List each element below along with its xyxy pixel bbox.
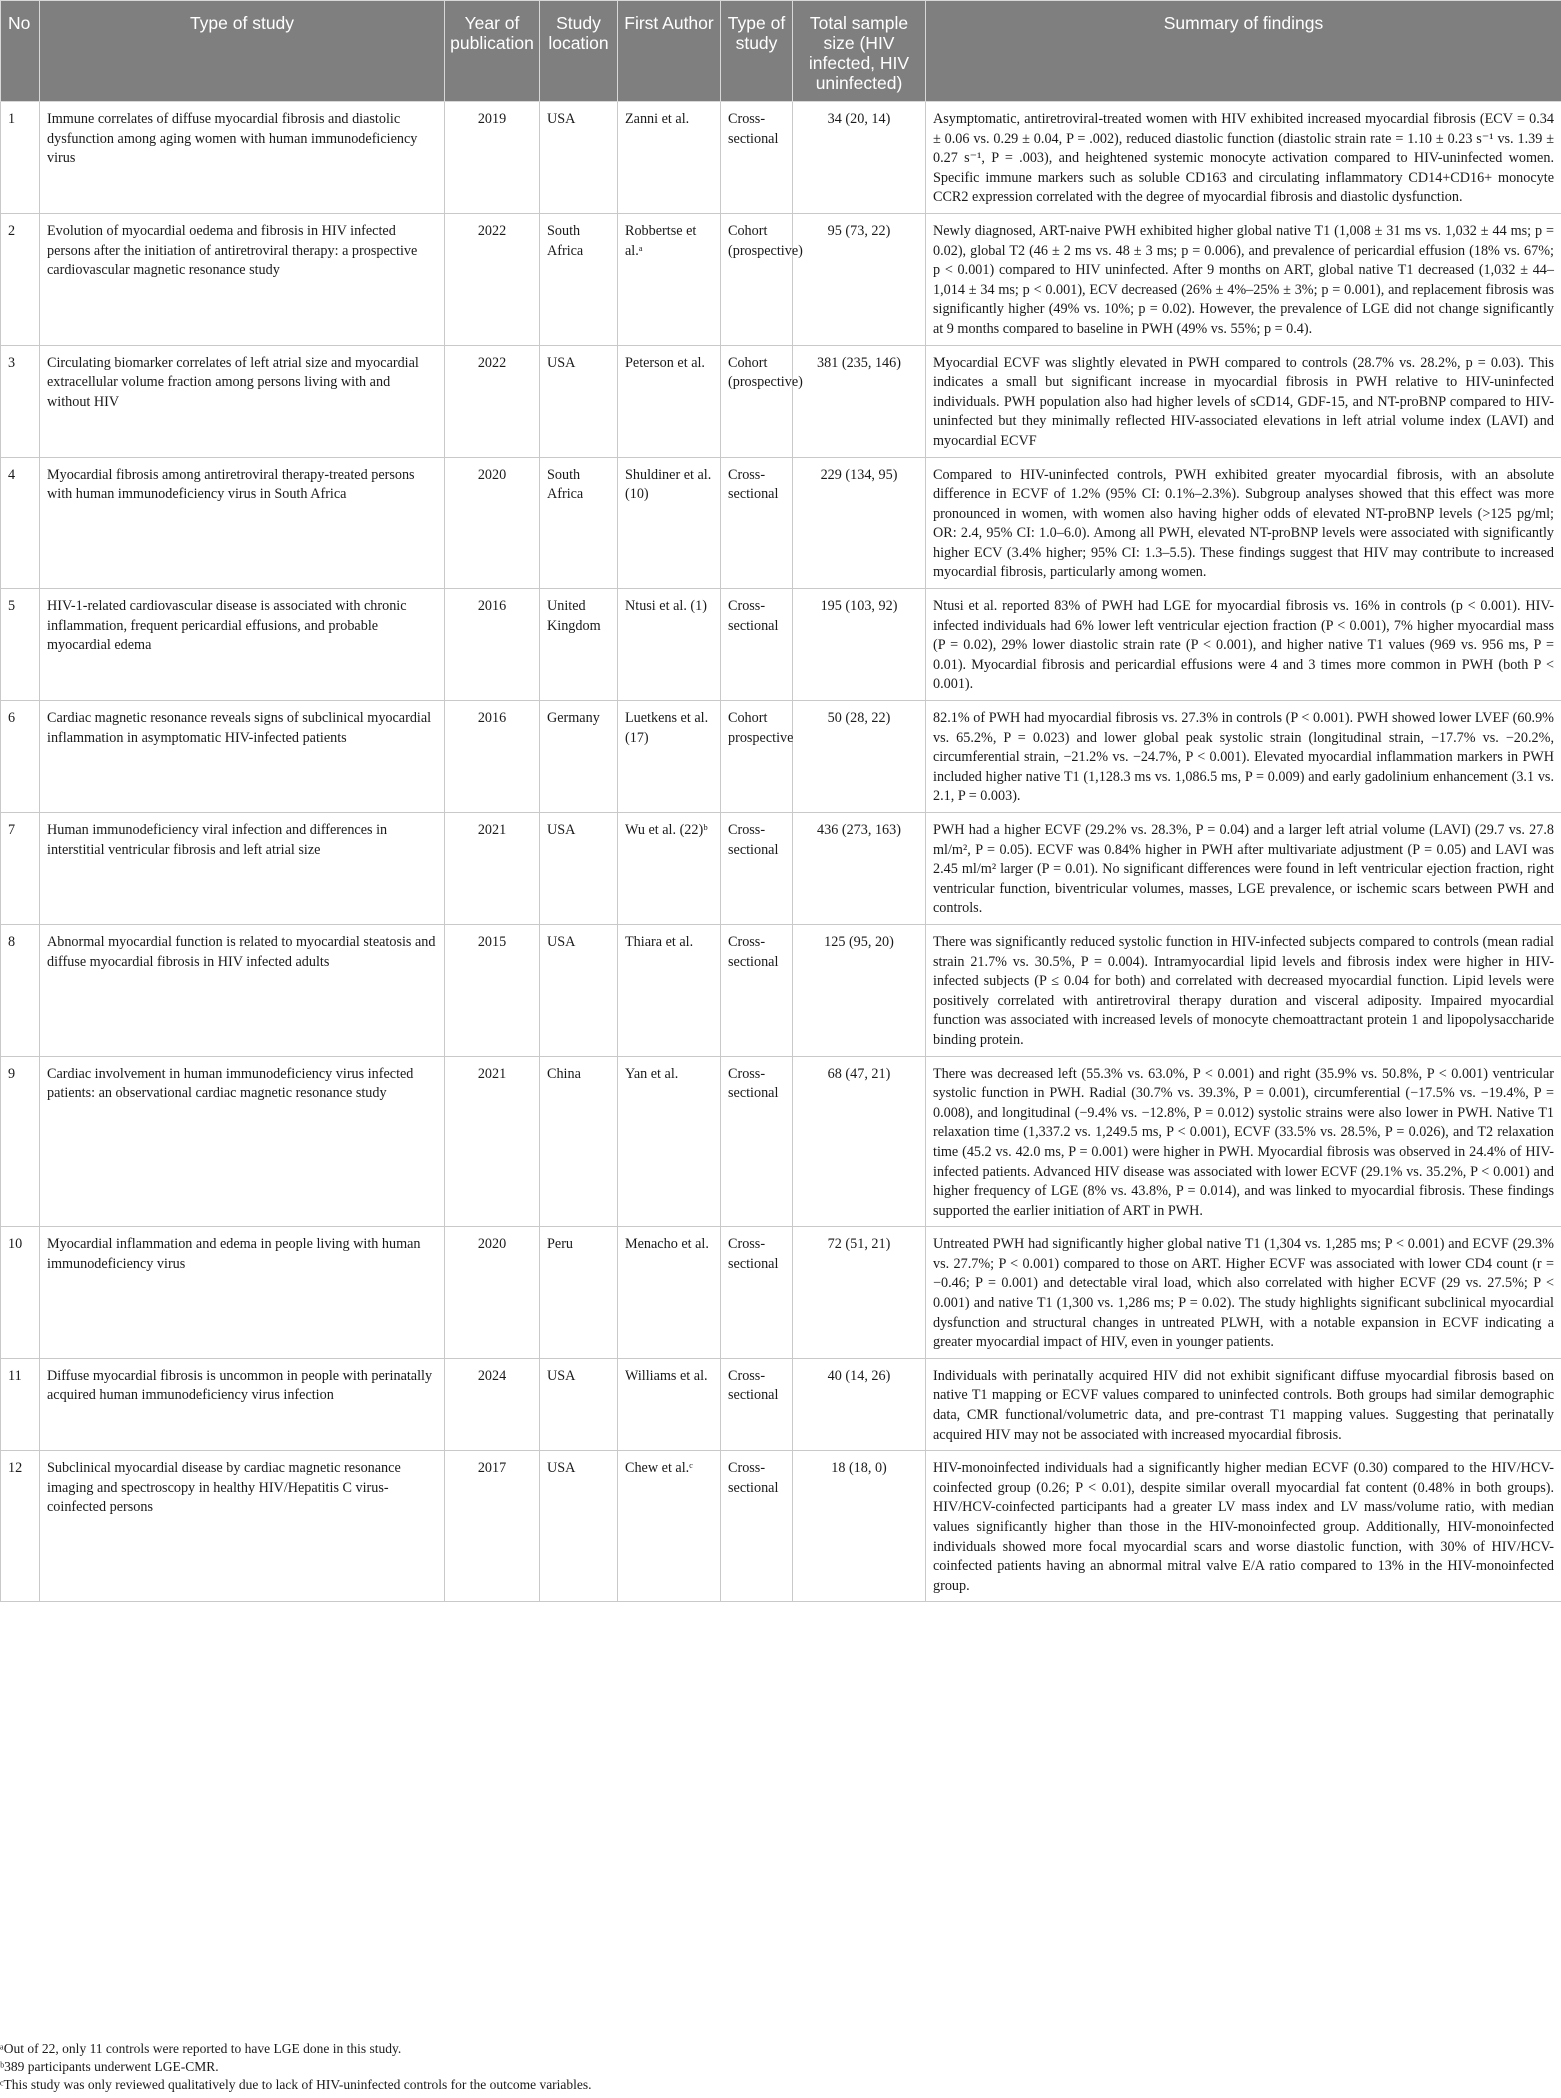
cell-year: 2020 [445, 1227, 540, 1359]
cell-no: 3 [1, 345, 40, 457]
cell-summary: Untreated PWH had significantly higher global native T1 (1,304 vs. 1,285 ms; P < 0.001) and ECVF (29.3% vs. 27.7%; P < 0.001) compared to those on ART. Higher ECVF was associated with lower CD4 count (r = −0.46; P = 0.001) and detectable viral load, which also correlated with higher ECVF (29 vs. 27.5%; P < 0.001) and native T1 (1,300 vs. 1,286 ms; P = 0.02). The study highlights significant subclinical myocardial dysfunction and structural changes in untreated PLWH, with a notable expansion in ECVF indicating a greater myocardial impact of HIV, even in younger patients. [926, 1227, 1561, 1359]
cell-summary: Compared to HIV-uninfected controls, PWH exhibited greater myocardial fibrosis, with an absolute difference in ECVF of 1.2% (95% CI: 0.1%–2.3%). Subgroup analyses showed that this effect was more pronounced in women, with women also having higher odds of elevated NT-proBNP levels (>125 pg/ml; OR: 2.4, 95% CI: 1.0–6.0). Among all PWH, elevated NT-proBNP levels were associated with significantly higher ECV (3.4% higher; 95% CI: 1.3–5.5). These findings suggest that HIV may contribute to increased myocardial fibrosis, particularly among women. [926, 457, 1561, 589]
cell-location: Peru [540, 1227, 618, 1359]
cell-sample: 68 (47, 21) [793, 1056, 926, 1227]
cell-location: USA [540, 1451, 618, 1602]
cell-design: Cohort (prospective) [721, 345, 793, 457]
table-row [1, 589, 1561, 701]
cell-author: Robbertse et al.ᵃ [618, 213, 721, 345]
table-row [1, 1451, 1561, 1602]
cell-sample: 95 (73, 22) [793, 213, 926, 345]
cell-author: Luetkens et al. (17) [618, 701, 721, 813]
cell-sample: 195 (103, 92) [793, 589, 926, 701]
table-row [1, 924, 1561, 1056]
header-location: Study location [540, 1, 618, 102]
cell-design: Cross-sectional [721, 1227, 793, 1359]
cell-title: Myocardial fibrosis among antiretroviral therapy-treated persons with human immunodeficiency virus in South Africa [40, 457, 445, 589]
cell-no: 1 [1, 102, 40, 214]
cell-location: China [540, 1056, 618, 1227]
cell-summary: HIV-monoinfected individuals had a significantly higher median ECVF (0.30) compared to the HIV/HCV-coinfected group (0.26; P < 0.01), despite similar overall myocardial fat content (0.48% in both groups). HIV/HCV-coinfected participants had a greater LV mass index and LV mass/volume ratio, with median values significantly higher than those in the HIV-monoinfected group. Additionally, HIV-monoinfected individuals showed more focal myocardial scars and worse diastolic function, with 30% of HIV/HCV-coinfected patients having an abnormal mitral valve E/A ratio compared to 13% in the HIV-monoinfected group. [926, 1451, 1561, 1602]
footnotes [0, 2040, 1561, 2094]
cell-author: Ntusi et al. (1) [618, 589, 721, 701]
cell-design: Cross-sectional [721, 1358, 793, 1450]
cell-location: USA [540, 813, 618, 925]
cell-design: Cross-sectional [721, 1056, 793, 1227]
cell-summary: PWH had a higher ECVF (29.2% vs. 28.3%, P = 0.04) and a larger left atrial volume (LAVI) (29.7 vs. 27.8 ml/m², P = 0.05). ECVF was 0.84% higher in PWH after multivariate adjustment (P = 0.05) and LAVI was 2.45 ml/m² larger (P = 0.01). No significant differences were found in left ventricular ejection fraction, right ventricular function, biventricular volumes, masses, LGE prevalence, or ischemic scars between PWH and controls. [926, 813, 1561, 925]
cell-sample: 34 (20, 14) [793, 102, 926, 214]
cell-summary: Asymptomatic, antiretroviral-treated women with HIV exhibited increased myocardial fibrosis (ECV = 0.34 ± 0.06 vs. 0.29 ± 0.04, P = .002), reduced diastolic function (diastolic strain rate = 1.10 ± 0.23 s⁻¹ vs. 1.39 ± 0.27 s⁻¹, P = .003), and heightened systemic monocyte activation compared to HIV-uninfected women. Specific immune markers such as soluble CD163 and circulating inflammatory CD14+CD16+ monocyte CCR2 expression correlated with the degree of myocardial fibrosis and diastolic dysfunction. [926, 102, 1561, 214]
cell-year: 2019 [445, 102, 540, 214]
cell-author: Thiara et al. [618, 924, 721, 1056]
cell-author: Yan et al. [618, 1056, 721, 1227]
table-row [1, 457, 1561, 589]
header-year: Year of publication [445, 1, 540, 102]
cell-no: 12 [1, 1451, 40, 1602]
cell-author: Peterson et al. [618, 345, 721, 457]
cell-location: South Africa [540, 213, 618, 345]
header-row [1, 1, 1561, 102]
cell-summary: There was decreased left (55.3% vs. 63.0%, P < 0.001) and right (35.9% vs. 50.8%, P < 0.001) ventricular systolic function in PWH. Radial (30.7% vs. 39.3%, P = 0.001), circumferential (−17.5% vs. −19.4%, P = 0.008), and longitudinal (−9.4% vs. −12.8%, P = 0.012) systolic strains were also lower in PWH. Native T1 relaxation time (1,337.2 vs. 1,249.5 ms, P < 0.001), ECVF (33.5% vs. 28.5%, P = 0.026), and T2 relaxation time (45.2 vs. 42.0 ms, P = 0.001) were higher in PWH. Myocardial fibrosis was observed in 24.4% of HIV-infected patients. Advanced HIV disease was associated with lower ECVF (29.1% vs. 35.2%, P < 0.001) and higher frequency of LGE (8% vs. 43.8%, P = 0.014), and was linked to myocardial fibrosis. These findings supported the earlier initiation of ART in PWH. [926, 1056, 1561, 1227]
cell-author: Williams et al. [618, 1358, 721, 1450]
cell-no: 2 [1, 213, 40, 345]
cell-sample: 381 (235, 146) [793, 345, 926, 457]
cell-title: Cardiac involvement in human immunodeficiency virus infected patients: an observational cardiac magnetic resonance study [40, 1056, 445, 1227]
cell-title: Myocardial inflammation and edema in people living with human immunodeficiency virus [40, 1227, 445, 1359]
cell-location: USA [540, 102, 618, 214]
header-author: First Author [618, 1, 721, 102]
cell-design: Cross-sectional [721, 457, 793, 589]
cell-title: Circulating biomarker correlates of left atrial size and myocardial extracellular volume fraction among persons living with and without HIV [40, 345, 445, 457]
cell-year: 2021 [445, 1056, 540, 1227]
cell-year: 2020 [445, 457, 540, 589]
table-row [1, 102, 1561, 214]
cell-location: USA [540, 345, 618, 457]
cell-summary: There was significantly reduced systolic function in HIV-infected subjects compared to controls (mean radial strain 21.7% vs. 30.5%, P = 0.004). Intramyocardial lipid levels and fibrosis index were higher in HIV-infected subjects (P ≤ 0.04 for both) and correlated with decreased myocardial function. Lipid levels were positively correlated with antiretroviral therapy duration and visceral adiposity. Impaired myocardial function was associated with increased levels of monocyte chemoattractant protein 1 and lipopolysaccharide binding protein. [926, 924, 1561, 1056]
cell-title: Abnormal myocardial function is related to myocardial steatosis and diffuse myocardial fibrosis in HIV infected adults [40, 924, 445, 1056]
cell-year: 2021 [445, 813, 540, 925]
cell-location: United Kingdom [540, 589, 618, 701]
cell-location: USA [540, 924, 618, 1056]
table-row [1, 213, 1561, 345]
cell-location: Germany [540, 701, 618, 813]
table-row [1, 345, 1561, 457]
cell-design: Cross-sectional [721, 102, 793, 214]
cell-location: USA [540, 1358, 618, 1450]
table-row [1, 1056, 1561, 1227]
cell-title: Cardiac magnetic resonance reveals signs of subclinical myocardial inflammation in asymptomatic HIV-infected patients [40, 701, 445, 813]
cell-title: Evolution of myocardial oedema and fibrosis in HIV infected persons after the initiation of antiretroviral therapy: a prospective cardiovascular magnetic resonance study [40, 213, 445, 345]
cell-author: Menacho et al. [618, 1227, 721, 1359]
cell-summary: Individuals with perinatally acquired HIV did not exhibit significant diffuse myocardial fibrosis based on native T1 mapping or ECVF values compared to uninfected controls. Both groups had similar demographic data, CMR functional/volumetric data, and pre-contrast T1 mapping values. Suggesting that perinatally acquired HIV may not be associated with increased myocardial fibrosis. [926, 1358, 1561, 1450]
cell-year: 2016 [445, 701, 540, 813]
cell-design: Cross-sectional [721, 813, 793, 925]
cell-title: Immune correlates of diffuse myocardial fibrosis and diastolic dysfunction among aging women with human immunodeficiency virus [40, 102, 445, 214]
header-title: Type of study [40, 1, 445, 102]
cell-location: South Africa [540, 457, 618, 589]
cell-summary: 82.1% of PWH had myocardial fibrosis vs. 27.3% in controls (P < 0.001). PWH showed lower LVEF (60.9% vs. 65.2%, P = 0.023) and lower global peak systolic strain (longitudinal strain, −17.7% vs. −20.2%, circumferential strain, −21.2% vs. −24.7%, P < 0.001). Elevated myocardial inflammation markers in PWH included higher native T1 (1,128.3 ms vs. 1,086.5 ms, P = 0.009) and early gadolinium enhancement (3.1 vs. 2.1, P = 0.003). [926, 701, 1561, 813]
cell-design: Cohort (prospective) [721, 213, 793, 345]
cell-design: Cross-sectional [721, 1451, 793, 1602]
cell-author: Shuldiner et al. (10) [618, 457, 721, 589]
footnote-c: ᶜThis study was only reviewed qualitatively due to lack of HIV-uninfected controls for the outcome variables. [0, 2077, 592, 2092]
cell-sample: 125 (95, 20) [793, 924, 926, 1056]
cell-title: HIV-1-related cardiovascular disease is associated with chronic inflammation, frequent pericardial effusions, and probable myocardial edema [40, 589, 445, 701]
cell-no: 5 [1, 589, 40, 701]
cell-summary: Myocardial ECVF was slightly elevated in PWH compared to controls (28.7% vs. 28.2%, p = 0.03). This indicates a small but significant increase in myocardial fibrosis in PWH relative to HIV-uninfected individuals. PWH population also had higher levels of sCD14, GDF-15, and NT-proBNP compared to HIV-uninfected but they minimally reflected HIV-associated elevations in left atrial volume index (LAVI) and myocardial ECVF [926, 345, 1561, 457]
cell-year: 2022 [445, 213, 540, 345]
cell-no: 8 [1, 924, 40, 1056]
cell-design: Cross-sectional [721, 589, 793, 701]
cell-year: 2022 [445, 345, 540, 457]
header-summary: Summary of findings [926, 1, 1561, 102]
footnote-b: ᵇ389 participants underwent LGE-CMR. [0, 2059, 219, 2074]
cell-no: 7 [1, 813, 40, 925]
header-sample: Total sample size (HIV infected, HIV uninfected) [793, 1, 926, 102]
cell-design: Cross-sectional [721, 924, 793, 1056]
cell-no: 11 [1, 1358, 40, 1450]
cell-sample: 40 (14, 26) [793, 1358, 926, 1450]
table-row [1, 813, 1561, 925]
cell-no: 10 [1, 1227, 40, 1359]
cell-design: Cohort prospective [721, 701, 793, 813]
cell-sample: 436 (273, 163) [793, 813, 926, 925]
cell-title: Human immunodeficiency viral infection and differences in interstitial ventricular fibrosis and left atrial size [40, 813, 445, 925]
header-no: No [1, 1, 40, 102]
cell-sample: 50 (28, 22) [793, 701, 926, 813]
cell-author: Chew et al.ᶜ [618, 1451, 721, 1602]
table-row [1, 1227, 1561, 1359]
cell-no: 6 [1, 701, 40, 813]
table-row [1, 1358, 1561, 1450]
cell-summary: Ntusi et al. reported 83% of PWH had LGE for myocardial fibrosis vs. 16% in controls (p < 0.001). HIV-infected individuals had 6% lower left ventricular ejection fraction (P < 0.001), 7% higher myocardial mass (P = 0.02), 29% lower diastolic strain rate (P < 0.001), and higher native T1 values (969 vs. 956 ms, P = 0.01). Myocardial fibrosis and pericardial effusions were 4 and 3 times more common in PWH (both P < 0.001). [926, 589, 1561, 701]
cell-title: Diffuse myocardial fibrosis is uncommon in people with perinatally acquired human immunodeficiency virus infection [40, 1358, 445, 1450]
table-row [1, 701, 1561, 813]
cell-no: 9 [1, 1056, 40, 1227]
footnote-a: ᵃOut of 22, only 11 controls were reported to have LGE done in this study. [0, 2041, 402, 2056]
cell-sample: 72 (51, 21) [793, 1227, 926, 1359]
header-design: Type of study [721, 1, 793, 102]
cell-sample: 18 (18, 0) [793, 1451, 926, 1602]
cell-author: Wu et al. (22)ᵇ [618, 813, 721, 925]
cell-year: 2015 [445, 924, 540, 1056]
cell-summary: Newly diagnosed, ART-naive PWH exhibited higher global native T1 (1,008 ± 31 ms vs. 1,032 ± 44 ms; p = 0.02), global T2 (46 ± 2 ms vs. 48 ± 3 ms; p = 0.006), and prevalence of pericardial effusion (18% vs. 67%; p < 0.001) compared to HIV uninfected. After 9 months on ART, global native T1 decreased (1,032 ± 44–1,014 ± 34 ms; p < 0.001), ECV decreased (26% ± 4%–25% ± 3%; p = 0.001), and replacement fibrosis was significantly higher (49% vs. 10%; p = 0.02). However, the prevalence of LGE did not change significantly at 9 months compared to baseline in PWH (49% vs. 55%; p = 0.4). [926, 213, 1561, 345]
cell-sample: 229 (134, 95) [793, 457, 926, 589]
cell-year: 2017 [445, 1451, 540, 1602]
cell-author: Zanni et al. [618, 102, 721, 214]
table-body [1, 102, 1561, 1602]
cell-no: 4 [1, 457, 40, 589]
cell-year: 2016 [445, 589, 540, 701]
cell-year: 2024 [445, 1358, 540, 1450]
cell-title: Subclinical myocardial disease by cardiac magnetic resonance imaging and spectroscopy in healthy HIV/Hepatitis C virus-coinfected persons [40, 1451, 445, 1602]
